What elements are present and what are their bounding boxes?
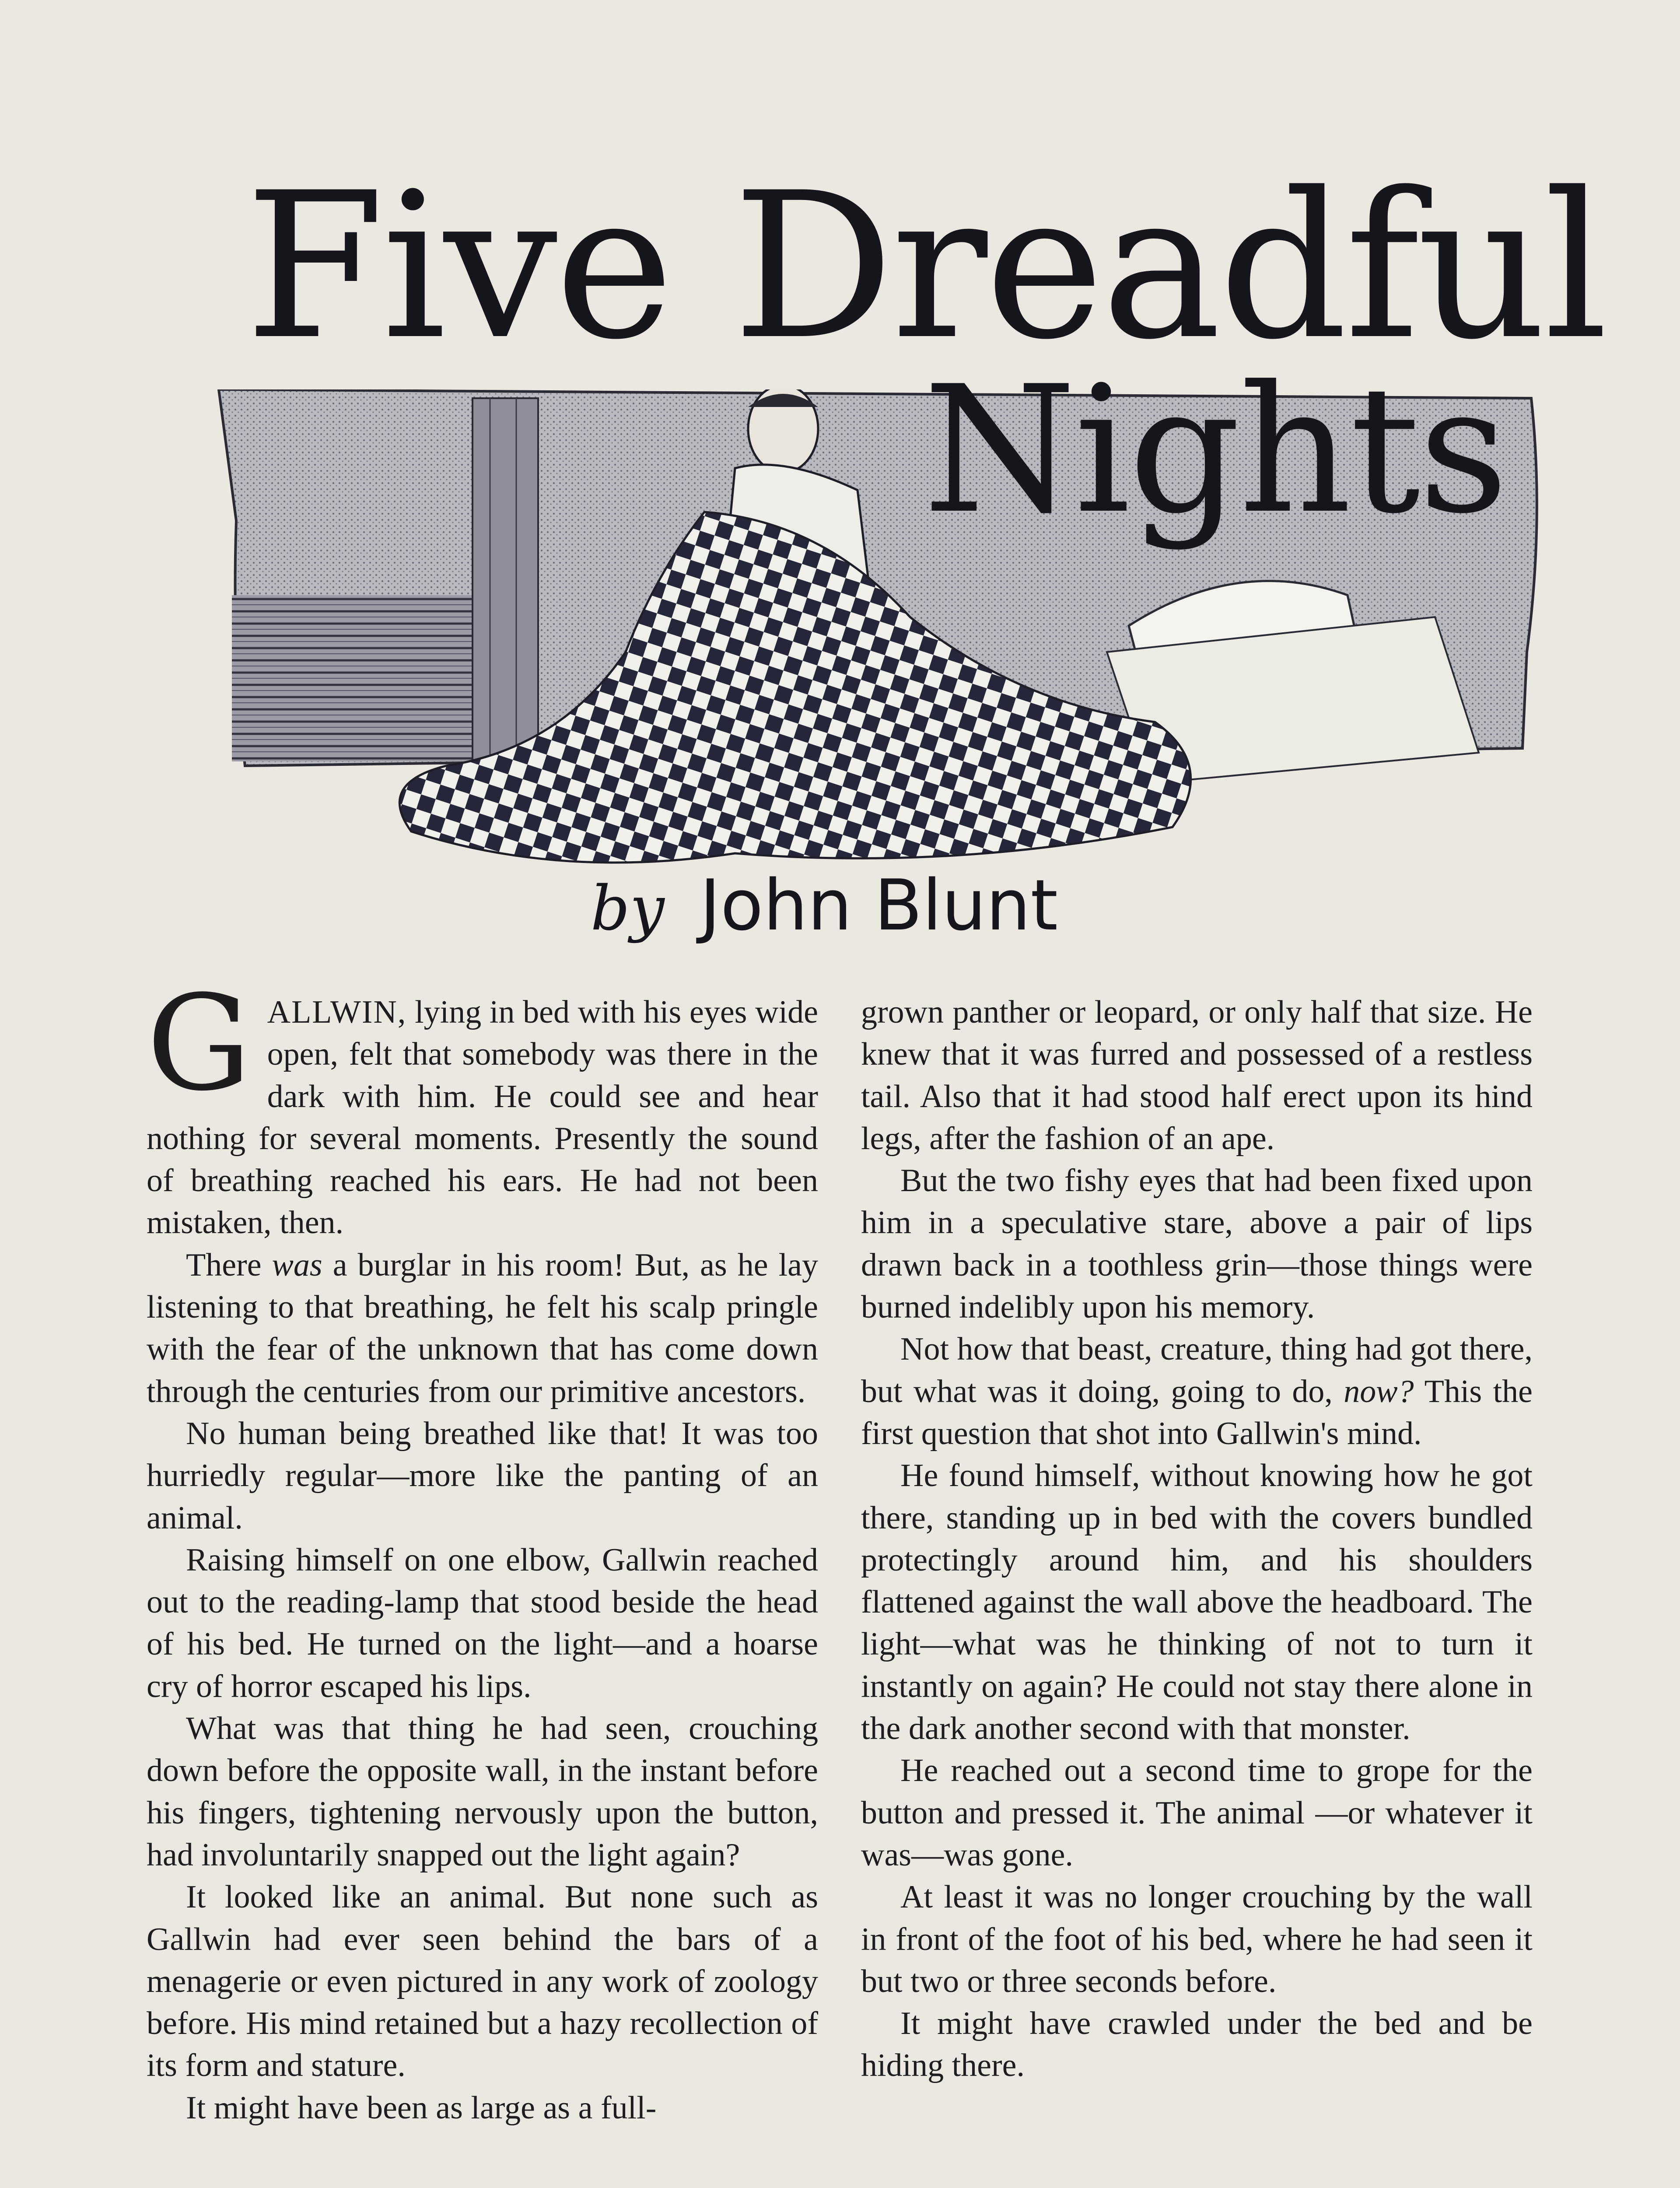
- paragraph-text: There: [186, 1247, 272, 1283]
- paragraph-text: a burglar in his room! But, as he lay listening to that breathing, he felt his scalp pringle with the fear of the unknown that has come down through the centuries from our primitive ancestors.: [147, 1247, 818, 1410]
- paragraph-text: lying in bed with his eyes wide open, felt that somebody was there in the dark with him. He could see and hear nothing for several moments. Presently the sound of breathing reached his ears. He had not been mistaken, then.: [147, 994, 818, 1241]
- paragraph: He reached out a second time to grope for the button and pressed it. The animal —or whatever it was—was gone.: [861, 1753, 1533, 1873]
- title-line-1: Five Dreadful: [245, 150, 1606, 384]
- paragraph: But the two fishy eyes that had been fixed upon him in a speculative stare, above a pair of lips drawn back in a toothless grin—those things were burned indelibly upon his memory.: [861, 1163, 1533, 1325]
- lead-in: ALLWIN,: [267, 994, 407, 1030]
- paragraph: He found himself, without knowing how he got there, standing up in bed with the covers bundled protectingly around him, and his shoulders flattened against the wall above the headboard. The light—what was he thinking of not to turn it instantly on again? He could not stay there alone in the dark another second with that monster.: [861, 1458, 1533, 1747]
- paragraph: [147, 967, 818, 1244]
- paragraph-text: Not how that beast, creature, thing had got there, but what was it doing, going to do,: [861, 1331, 1533, 1410]
- paragraph-text: This the first question that shot into Gallwin's mind.: [861, 1373, 1533, 1452]
- paragraph: It looked like an animal. But none such as Gallwin had ever seen behind the bars of a menagerie or even pictured in any work of zoology before. His mind retained but a hazy recollection of its form and stature.: [147, 1879, 818, 2084]
- author-name: John Blunt: [700, 864, 1058, 946]
- paragraph: [147, 1244, 818, 1413]
- paragraph: It might have been as large as a full-: [186, 2090, 657, 2126]
- paragraph: grown panther or leopard, or only half that size. He knew that it was furred and possessed of a restless tail. Also that it had stood half erect upon its hind legs, after the fashion of an ape.: [861, 994, 1533, 1157]
- emphasis: now?: [1344, 1373, 1414, 1410]
- text-column-right: [861, 991, 1533, 2087]
- paragraph: It might have crawled under the bed and be hiding there.: [861, 2006, 1533, 2084]
- paragraph: No human being breathed like that! It was too hurriedly regular—more like the panting of an animal.: [147, 1415, 818, 1536]
- byline-by: by: [591, 873, 665, 944]
- text-column-left: [147, 967, 818, 2129]
- paragraph: Raising himself on one elbow, Gallwin reached out to the reading-lamp that stood beside the head of his bed. He turned on the light—and a hoarse cry of horror escaped his lips.: [147, 1542, 818, 1704]
- paragraph: What was that thing he had seen, crouching down before the opposite wall, in the instant before his fingers, tightening nervously upon the button, had involuntarily snapped out the light again?: [147, 1711, 818, 1873]
- emphasis: was: [272, 1247, 322, 1283]
- paragraph: [861, 1328, 1533, 1455]
- byline: [591, 864, 1116, 946]
- paragraph: At least it was no longer crouching by the wall in front of the foot of his bed, where he had seen it but two or three seconds before.: [861, 1879, 1533, 1999]
- title-line-2: Nights: [923, 349, 1507, 552]
- drop-cap: G: [147, 967, 252, 1120]
